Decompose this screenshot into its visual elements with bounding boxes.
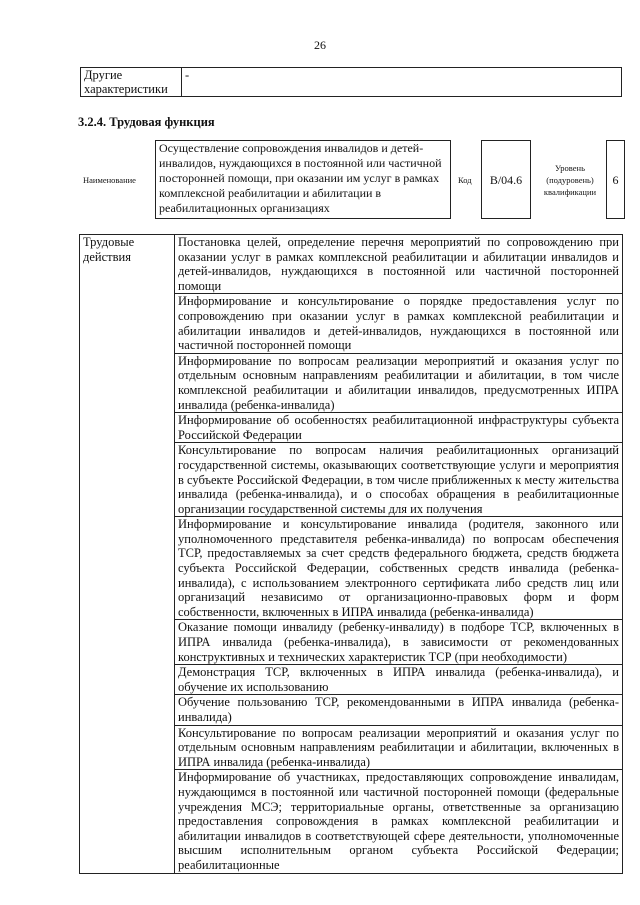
action-item: Информирование об особенностях реабилитационной инфраструктуры субъекта Российской Федерации bbox=[175, 413, 623, 443]
code-value: B/04.6 bbox=[481, 140, 531, 219]
action-item: Консультирование по вопросам реализации мероприятий и оказания услуг по отдельным основным направлениям реабилитации и абилитации, включенных в ИПРА инвалида (ребенка-инвалида) bbox=[175, 725, 623, 770]
action-item: Обучение пользованию ТСР, рекомендованными в ИПРА инвалида (ребенка-инвалида) bbox=[175, 695, 623, 725]
table-row bbox=[80, 235, 623, 294]
action-item: Постановка целей, определение перечня мероприятий по сопровождению при оказании услуг в рамках комплексной реабилитации и абилитации инвалидов и детей-инвалидов, нуждающихся в постоянной или частичной посторонней помощи bbox=[175, 235, 623, 294]
qualification-level-label: Уровень (подуровень) квалификации bbox=[543, 163, 597, 197]
table-row bbox=[81, 68, 622, 97]
action-item: Оказание помощи инвалиду (ребенку-инвалиду) в подборе ТСР, включенных в ИПРА инвалида (ребенка-инвалида), в зависимости от рекомендованных конструктивных и технических характеристик ТСР (при необходимости) bbox=[175, 620, 623, 665]
action-item: Информирование и консультирование о порядке предоставления услуг по сопровождению при оказании услуг в рамках комплексной реабилитации и абилитации инвалидов и детей-инвалидов, нуждающихся в постоянной или частичной посторонней помощи bbox=[175, 294, 623, 353]
category-label: Трудовые действия bbox=[80, 235, 175, 874]
action-item: Информирование об участниках, предоставляющих сопровождение инвалидам, нуждающимся в постоянной или частичной посторонней помощи (федеральные учреждения МСЭ; территориальные органы, ответственные за организацию предоставления сопровождения в рамках комплексной реабилитации и абилитации инвалидов в соответствующей сфере деятельности, уполномоченные высшим исполнительным органом субъекта Российской Федерации; реабилитационные bbox=[175, 770, 623, 873]
action-item: Демонстрация ТСР, включенных в ИПРА инвалида (ребенка-инвалида), и обучение их использованию bbox=[175, 665, 623, 695]
function-name: Осуществление сопровождения инвалидов и детей-инвалидов, нуждающихся в постоянной или частичной посторонней помощи, при оказании им услуг в рамках комплексной реабилитации и абилитации в реабилитационных организациях bbox=[155, 140, 451, 219]
action-item: Информирование и консультирование инвалида (родителя, законного или уполномоченного представителя ребенка-инвалида) по вопросам обеспечения ТСР, предоставляемых за счет средств федерального бюджета, средств бюджета субъекта Российской Федерации, собственных средств инвалида (ребенка-инвалида), с использованием электронного сертификата либо средств лиц или организаций независимо от организационно-правовых форм и форм собственности, включенных в ИПРА инвалида (ребенка-инвалида) bbox=[175, 517, 623, 620]
action-item: Консультирование по вопросам наличия реабилитационных организаций государственной системы, оказывающих соответствующие услуги и мероприятия в субъекте Российской Федерации, в том числе приближенных к месту жительства инвалида (ребенка-инвалида), и о способах обращения в реабилитационные организации государственной системы для их получения bbox=[175, 443, 623, 517]
code-label: Код bbox=[458, 175, 472, 185]
other-characteristics-label: Другие характеристики bbox=[81, 68, 182, 97]
labor-actions-table bbox=[79, 234, 623, 874]
qualification-level-value: 6 bbox=[606, 140, 625, 219]
page-number: 26 bbox=[314, 38, 326, 52]
section-title: 3.2.4. Трудовая функция bbox=[78, 115, 215, 129]
other-characteristics-table bbox=[80, 67, 622, 97]
other-characteristics-value: - bbox=[182, 68, 622, 97]
action-item: Информирование по вопросам реализации мероприятий и оказания услуг по отдельным основным направлениям реабилитации и абилитации, в том числе комплексной реабилитации и абилитации инвалидов, предусмотренных ИПРА инвалида (ребенка-инвалида) bbox=[175, 353, 623, 412]
name-label: Наименование bbox=[83, 175, 136, 185]
